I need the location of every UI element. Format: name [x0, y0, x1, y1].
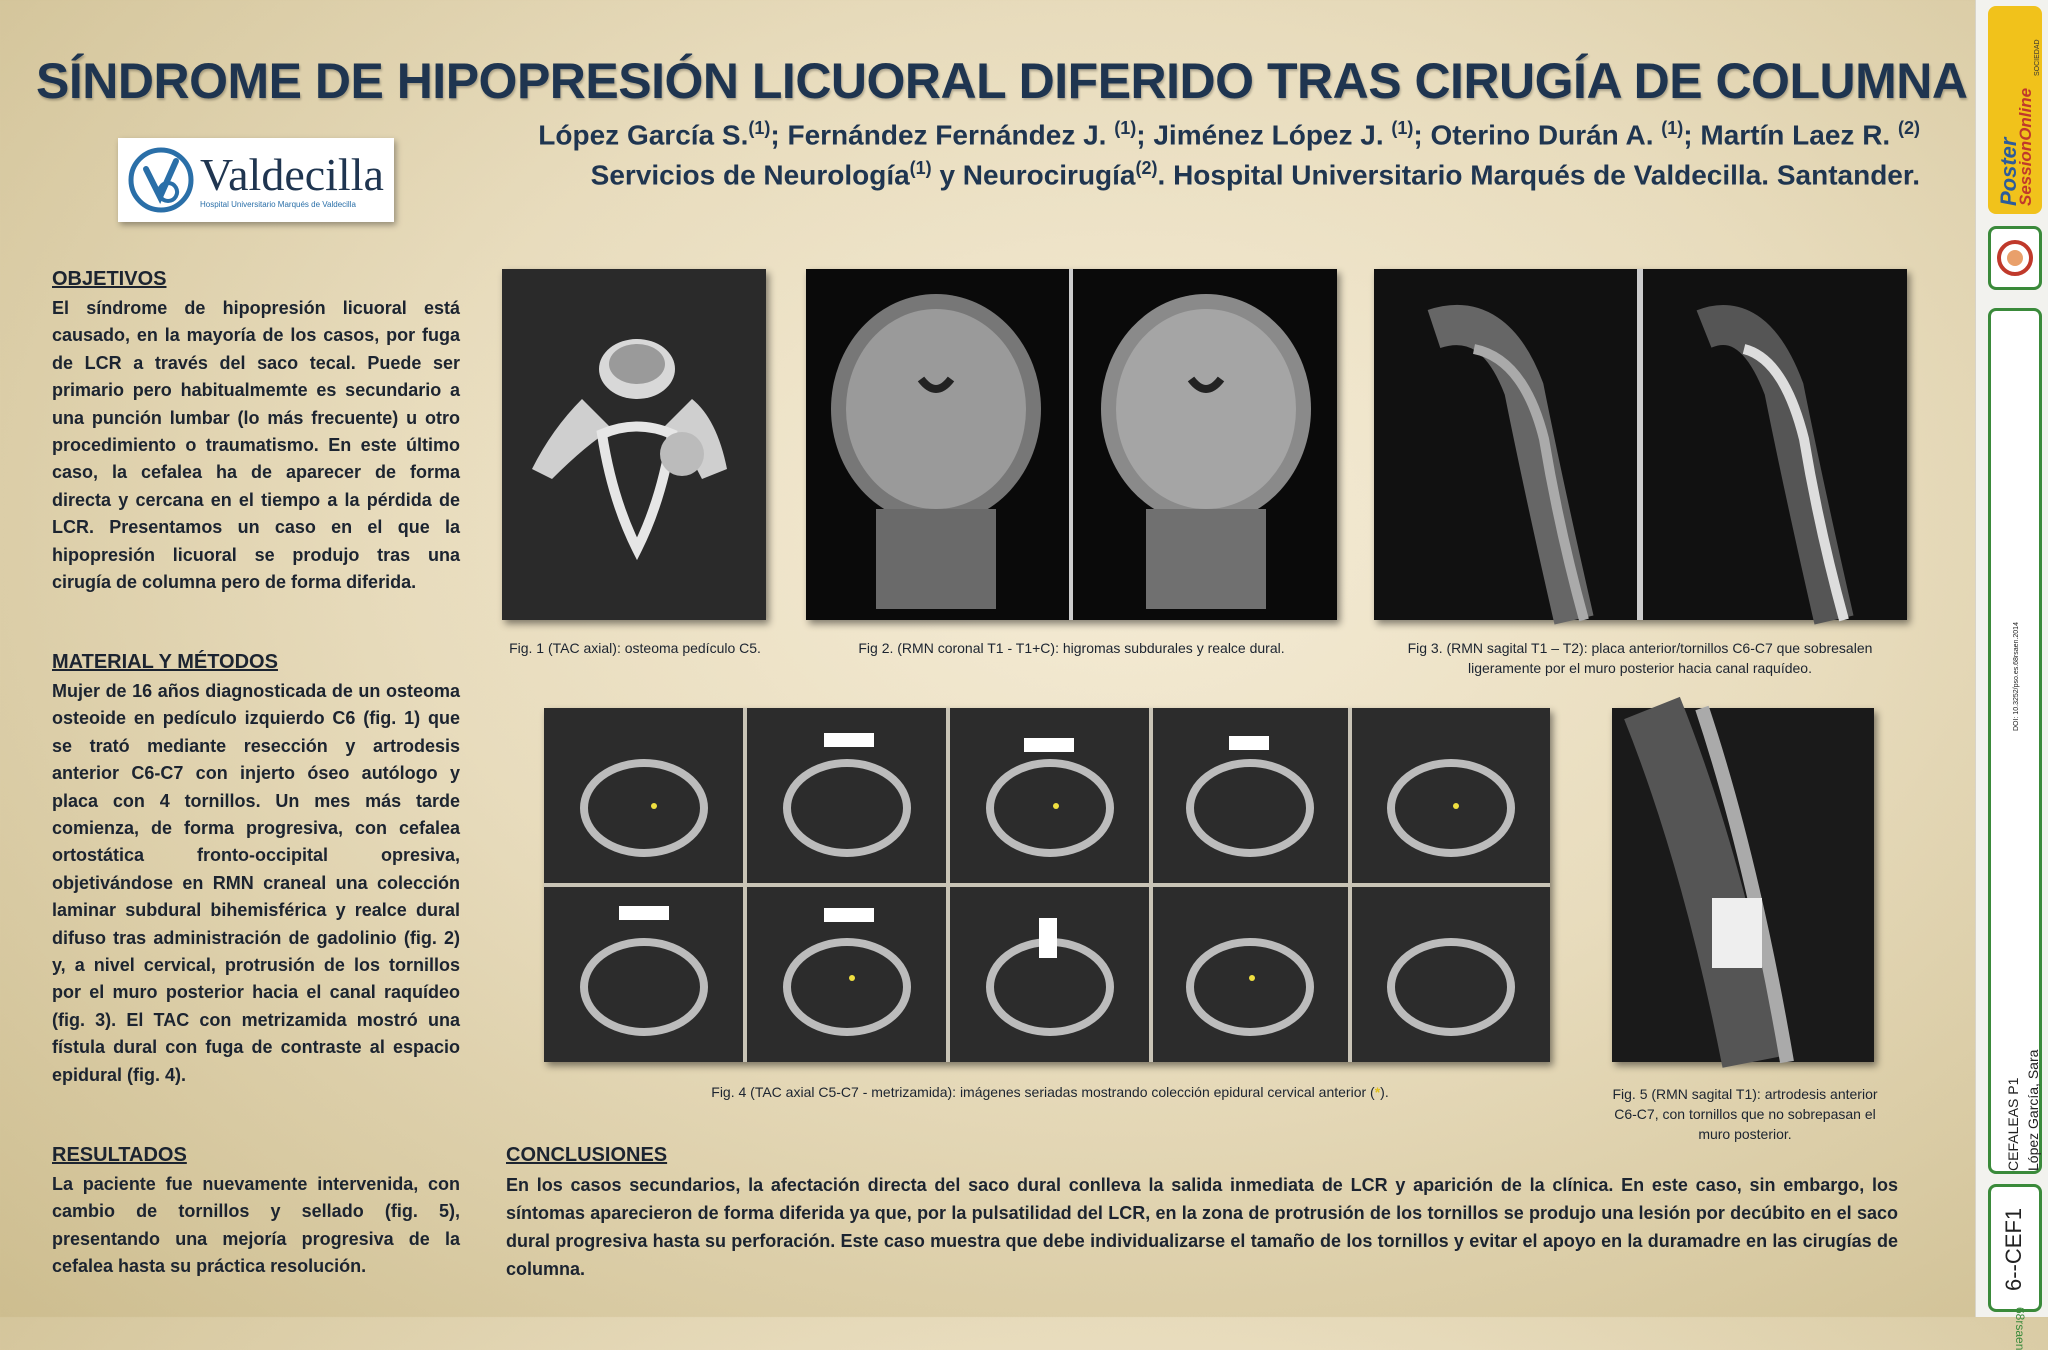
spine-artrodesis-image — [1612, 708, 1874, 1062]
authors-line — [538, 118, 1920, 151]
author-2-aff: (1) — [1114, 118, 1137, 138]
affiliations-line — [591, 158, 1920, 191]
objetivos-heading: OBJETIVOS — [52, 268, 167, 290]
event-text: 68rsaen — [2013, 1307, 2027, 1350]
figure-1-ct-axial — [502, 269, 766, 620]
category-text: CEFALEAS P1 — [2005, 1077, 2021, 1171]
conclusiones-body: En los casos secundarios, la afectación directa del saco dural conlleva la salida inmediata de LCR y aparición de la clínica. En este caso, sin embargo, los síntomas aparecieron de forma diferida ya que, por la pulsatilidad del LCR, en la zona de protrusión de los tornillos se produjo una lesión por decúbito en el saco dural progresiva hasta su perforación. Este caso muestra que debe individualizarse el tamaño de los tornillos y evitar el apoyo en la duramadre en las cirugías de columna. — [506, 1175, 1898, 1279]
poster-title: SÍNDROME DE HIPOPRESIÓN LICUORAL DIFERIDO TRAS CIRUGÍA DE COLUMNA — [36, 53, 1968, 109]
logo-subtitle: Hospital Universitario Marqués de Valdecilla — [200, 199, 356, 209]
society-emblem-icon — [1995, 234, 2035, 282]
objetivos-body: El síndrome de hipopresión licuoral está causado, en la mayoría de los casos, por fuga de LCR a través del saco tecal. Puede ser primario pero habitualmemte es secundario a una punción lumbar (lo más frecuente) u otro procedimiento o traumatismo. En este último caso, la cefalea ha de aparecer de forma directa y cercana en el tiempo a la pérdida de LCR. Presentamos un caso en el que la hipopresión licuoral se produjo tras una cirugía de columna pero de forma diferida. — [52, 298, 460, 593]
poster-session-sidebar — [1975, 0, 2048, 1350]
resultados-heading: RESULTADOS — [52, 1144, 187, 1166]
author-4-aff: (1) — [1661, 118, 1684, 138]
fig2-caption: Fig 2. (RMN coronal T1 - T1+C): higromas subdurales y realce dural. — [858, 640, 1285, 656]
author-3: Jiménez López J. — [1153, 119, 1392, 151]
section-conclusiones — [506, 1144, 1898, 1283]
author-3-aff: (1) — [1391, 118, 1414, 138]
figure-4-ct-metrizamida — [544, 708, 1550, 1062]
spine-mri-sagittal-images — [1374, 269, 1907, 620]
fig4-caption-text: Fig. 4 (TAC axial C5-C7 - metrizamida): imágenes seriadas mostrando colección epidural cervical anterior ( — [711, 1084, 1375, 1100]
sidebar-code-panel — [1988, 1184, 2042, 1350]
material-body: Mujer de 16 años diagnosticada de un osteoma osteoide en pedículo izquierdo C6 (fig. 1) que se trató mediante resección y artrodesis anterior C6-C7 con injerto óseo autólogo y placa con 4 tornillos. Un mes más tarde comienza, de forma progresiva, con cefalea ortostática fronto-occipital opresiva, objetivándose en RMN craneal una colección laminar subdural bihemisférica y realce dural difuso tras administración de gadolinio (fig. 2) y, a nivel cervical, protrusión de los tornillos por el muro posterior hacia el canal raquídeo (fig. 3). El TAC con metrizamida mostró una fístula dural con fuga de contraste al espacio epidural (fig. 4). — [52, 681, 460, 1085]
fig3-caption: Fig 3. (RMN sagital T1 – T2): placa anterior/tornillos C6-C7 que sobresalen ligeramente por el muro posterior hacia canal raquídeo. — [1407, 640, 1873, 676]
section-objetivos — [52, 268, 460, 596]
poster-session-brand — [1988, 6, 2042, 214]
author-sep: ; — [1136, 119, 1154, 151]
logo-text — [200, 148, 384, 209]
sidebar-info-panel — [1988, 308, 2042, 1174]
affil-hospital: . Hospital Universitario Marqués de Valdecilla. Santander. — [1157, 159, 1920, 191]
society-logo — [1988, 226, 2042, 290]
doi-text: DOI: 10.3252/pso.es.68rsaen.2014 — [2013, 622, 2020, 731]
section-resultados — [52, 1144, 460, 1281]
figure-3-mri-sagittal — [1374, 269, 1907, 620]
figure-5-mri-sagittal-t1 — [1612, 708, 1874, 1062]
material-heading: MATERIAL Y MÉTODOS — [52, 651, 278, 673]
poster-code-text: 6--CEF1 — [2001, 1207, 2026, 1291]
brand-session-text: SessionOnline — [2016, 87, 2035, 206]
fig5-caption: Fig. 5 (RMN sagital T1): artrodesis anterior C6-C7, con tornillos que no sobrepasan el muro posterior. — [1612, 1086, 1878, 1142]
author-sep: ; — [1413, 119, 1431, 151]
brand-poster-text: Poster — [1996, 137, 2021, 206]
affil-sup-2: (2) — [1135, 158, 1158, 178]
affil-sup-1: (1) — [909, 158, 932, 178]
fig4-caption-end: ). — [1380, 1084, 1389, 1100]
affil-neurocir: y Neurocirugía — [931, 159, 1136, 191]
brain-mri-images — [806, 269, 1337, 620]
valdecilla-logo — [118, 138, 394, 222]
vertebra-ct-image — [502, 269, 766, 620]
conclusiones-heading: CONCLUSIONES — [506, 1144, 668, 1166]
author-5: Martín Laez R. — [1700, 119, 1898, 151]
author-sep: ; — [770, 119, 788, 151]
author-1: López García S. — [538, 119, 749, 151]
affil-neuro: Servicios de Neurología — [590, 159, 910, 191]
author-sep: ; — [1683, 119, 1701, 151]
valdecilla-mark-icon — [128, 147, 194, 213]
author-1-aff: (1) — [748, 118, 771, 138]
author-5-aff: (2) — [1898, 118, 1920, 138]
fig4-caption — [560, 1082, 1540, 1102]
ct-axial-series-grid — [544, 708, 1550, 1062]
section-material — [52, 651, 460, 1089]
author-4: Oterino Durán A. — [1430, 119, 1662, 151]
logo-name: Valdecilla — [200, 148, 384, 200]
brand-small-text: SOCIEDAD — [2034, 39, 2041, 76]
fig4-caption-asterisk: * — [1374, 1084, 1381, 1100]
fig1-caption: Fig. 1 (TAC axial): osteoma pedículo C5. — [509, 640, 761, 656]
resultados-body: La paciente fue nuevamente intervenida, con cambio de tornillos y sellado (fig. 5), presentando una mejoría progresiva de la cefalea hasta su práctica resolución. — [52, 1174, 460, 1277]
author-text: López García, Sara — [2025, 1049, 2041, 1171]
author-2: Fernández Fernández J. — [787, 119, 1115, 151]
figure-2-mri-coronal — [806, 269, 1337, 620]
